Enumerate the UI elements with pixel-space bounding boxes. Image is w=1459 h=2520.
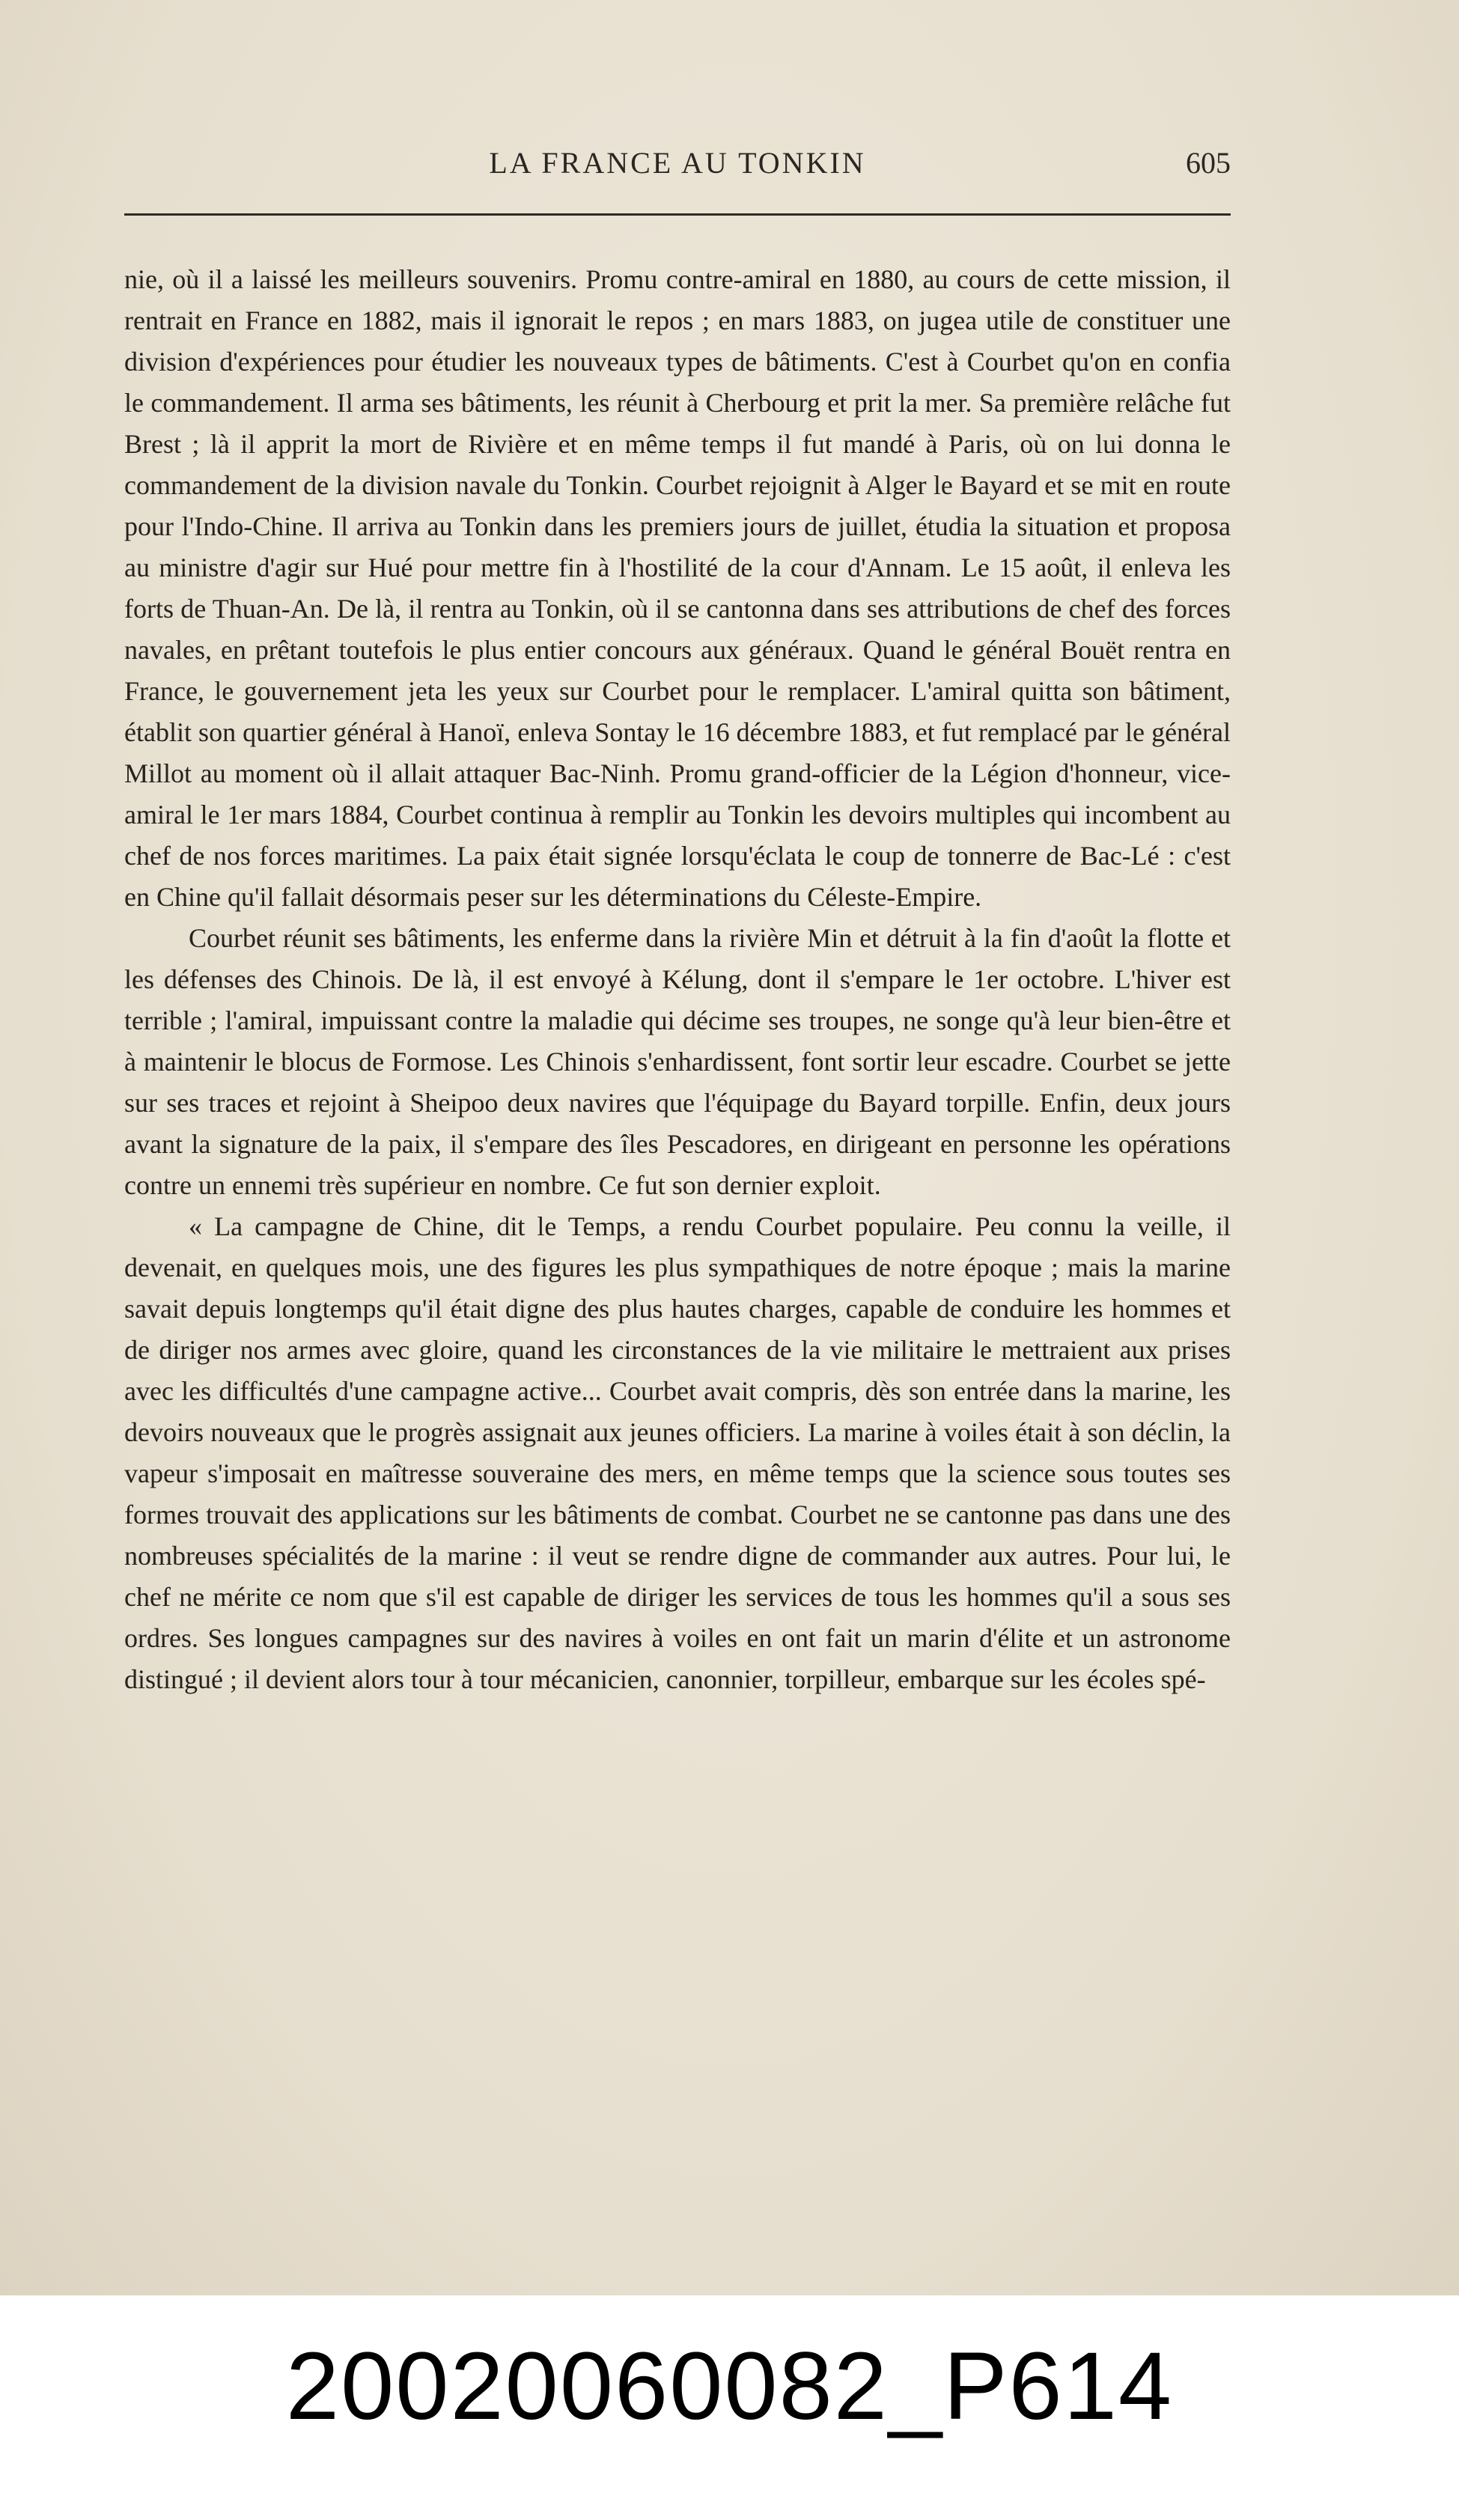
paragraph-2: Courbet réunit ses bâtiments, les enferme dans la rivière Min et détruit à la fin d'août la flotte et les défenses des Chinois. De là, il est envoyé à Kélung, dont il s'empare le 1er octobre. L'hiver est terrible ; l'amiral, impuissant contre la maladie qui décime ses troupes, ne songe qu'à leur bien-être et à maintenir le blocus de Formose. Les Chinois s'enhardissent, font sortir leur escadre. Courbet se jette sur ses traces et rejoint à Sheipoo deux navires que l'équipage du Bayard torpille. Enfin, deux jours avant la signature de la paix, il s'empare des îles Pescadores, en dirigeant en personne les opérations contre un ennemi très supérieur en nombre. Ce fut son dernier exploit. (124, 923, 1231, 1200)
running-title: LA FRANCE AU TONKIN (489, 146, 866, 180)
header-rule (124, 213, 1231, 216)
paragraph-3: « La campagne de Chine, dit le Temps, a rendu Courbet populaire. Peu connu la veille, il devenait, en quelques mois, une des figures les plus sympathiques de notre époque ; mais la marine savait depuis longtemps qu'il était digne des plus hautes charges, capable de conduire les hommes et de diriger nos armes avec gloire, quand les circonstances de la vie militaire le mettraient aux prises avec les difficultés d'une campagne active... Courbet avait compris, dès son entrée dans la marine, les devoirs nouveaux que le progrès assignait aux jeunes officiers. La marine à voiles était à son déclin, la vapeur s'imposait en maîtresse souveraine des mers, en même temps que la science sous toutes ses formes trouvait des applications sur les bâtiments de combat. Courbet ne se cantonne pas dans une des nombreuses spécialités de la marine : il veut se rendre digne de commander aux autres. Pour lui, le chef ne mérite ce nom que s'il est capable de diriger les services de tous les hommes qu'il a sous ses ordres. Ses longues campagnes sur des navires à voiles en ont fait un marin d'élite et un astronome distingué ; il devient alors tour à tour mécanicien, canonnier, torpilleur, embarque sur les écoles spé- (124, 1211, 1231, 1694)
body-text (124, 259, 1231, 1700)
paragraph-1: nie, où il a laissé les meilleurs souvenirs. Promu contre-amiral en 1880, au cours de cette mission, il rentrait en France en 1882, mais il ignorait le repos ; en mars 1883, on jugea utile de constituer une division d'expériences pour étudier les nouveaux types de bâtiments. C'est à Courbet qu'on en confia le commandement. Il arma ses bâtiments, les réunit à Cherbourg et prit la mer. Sa première relâche fut Brest ; là il apprit la mort de Rivière et en même temps il fut mandé à Paris, où on lui donna le commandement de la division navale du Tonkin. Courbet rejoignit à Alger le Bayard et se mit en route pour l'Indo-Chine. Il arriva au Tonkin dans les premiers jours de juillet, étudia la situation et proposa au ministre d'agir sur Hué pour mettre fin à l'hostilité de la cour d'Annam. Le 15 août, il enleva les forts de Thuan-An. De là, il rentra au Tonkin, où il se cantonna dans ses attributions de chef des forces navales, en prêtant toutefois le plus entier concours aux généraux. Quand le général Bouët rentra en France, le gouvernement jeta les yeux sur Courbet pour le remplacer. L'amiral quitta son bâtiment, établit son quartier général à Hanoï, enleva Sontay le 16 décembre 1883, et fut remplacé par le général Millot au moment où il allait attaquer Bac-Ninh. Promu grand-officier de la Légion d'honneur, vice-amiral le 1er mars 1884, Courbet continua à remplir au Tonkin les devoirs multiples qui incombent au chef de nos forces maritimes. La paix était signée lorsqu'éclata le coup de tonnerre de Bac-Lé : c'est en Chine qu'il fallait désormais peser sur les déterminations du Céleste-Empire. (124, 264, 1231, 912)
scan-identifier: 20020060082_P614 (285, 2333, 1174, 2440)
page-number: 605 (1186, 146, 1231, 180)
page-header (124, 148, 1231, 178)
